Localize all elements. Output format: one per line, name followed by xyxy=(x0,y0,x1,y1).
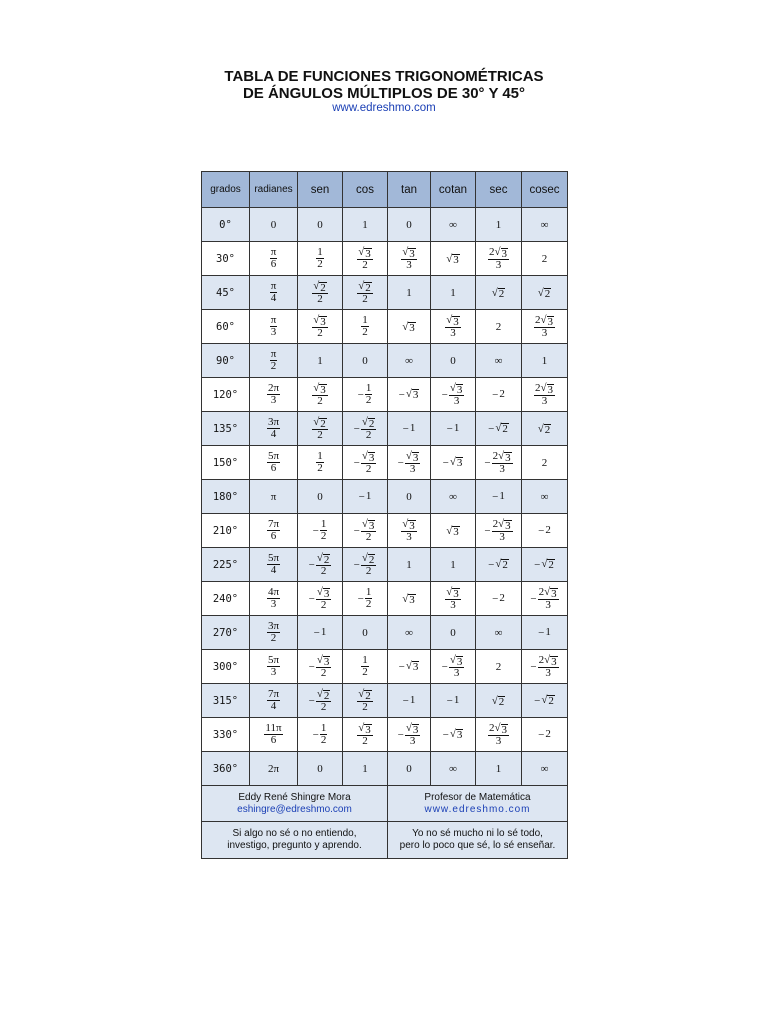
cell-sen: 1 xyxy=(298,344,343,378)
cell-cotan: − √ 3 xyxy=(431,718,476,752)
cell-sec: 2 xyxy=(476,650,522,684)
cell-tan: √ 3 3 xyxy=(388,242,431,276)
cell-grados: 210° xyxy=(202,514,250,548)
table-row xyxy=(202,514,568,548)
author-cell xyxy=(202,786,388,822)
cell-cosec: − 2 √ 3 3 xyxy=(522,582,568,616)
quote-left-line-2: investigo, pregunto y aprendo. xyxy=(227,840,362,851)
cell-grados: 360° xyxy=(202,752,250,786)
cell-sec: 1 xyxy=(476,752,522,786)
cell-grados: 300° xyxy=(202,650,250,684)
cell-sen: −1 xyxy=(298,616,343,650)
cell-sen: − √ 3 2 xyxy=(298,582,343,616)
cell-cotan: − √ 3 3 xyxy=(431,378,476,412)
table-row xyxy=(202,582,568,616)
header-cosec: cosec xyxy=(522,172,568,208)
cell-cotan: √ 3 3 xyxy=(431,310,476,344)
cell-sec: 2 √ 3 3 xyxy=(476,718,522,752)
cell-grados: 150° xyxy=(202,446,250,480)
cell-sec: √ 2 xyxy=(476,276,522,310)
cell-cos: 1 xyxy=(343,208,388,242)
cell-radianes: $\frac{5\pi}{3}$ xyxy=(250,650,298,684)
cell-cos: − √ 2 2 xyxy=(343,412,388,446)
table-row xyxy=(202,752,568,786)
cell-cosec: ∞ xyxy=(522,752,568,786)
cell-cos: √ 2 2 xyxy=(343,276,388,310)
table-row xyxy=(202,616,568,650)
cell-cos: 0 xyxy=(343,344,388,378)
cell-sen: √ 3 2 xyxy=(298,310,343,344)
table-row xyxy=(202,344,568,378)
cell-radianes: $\frac{\pi}{2}$ xyxy=(250,344,298,378)
cell-cotan: − √ 3 3 xyxy=(431,650,476,684)
cell-cos: − $\frac{1}{2}$ xyxy=(343,582,388,616)
cell-cos: √ 3 2 xyxy=(343,242,388,276)
header-tan: tan xyxy=(388,172,431,208)
header-sec: sec xyxy=(476,172,522,208)
table-header-row xyxy=(202,172,568,208)
cell-grados: 90° xyxy=(202,344,250,378)
cell-sen: √ 3 2 xyxy=(298,378,343,412)
cell-radianes: $\frac{7\pi}{4}$ xyxy=(250,684,298,718)
cell-tan: ∞ xyxy=(388,616,431,650)
cell-cosec: −1 xyxy=(522,616,568,650)
cell-sen: − $\frac{1}{2}$ xyxy=(298,718,343,752)
cell-cosec: 2 xyxy=(522,242,568,276)
cell-cotan: ∞ xyxy=(431,208,476,242)
role-website[interactable]: www.edreshmo.com xyxy=(424,803,531,815)
cell-sen: 0 xyxy=(298,208,343,242)
cell-radianes: $\frac{2\pi}{3}$ xyxy=(250,378,298,412)
cell-sen: − √ 2 2 xyxy=(298,684,343,718)
table-row xyxy=(202,242,568,276)
cell-tan: −1 xyxy=(388,684,431,718)
cell-radianes: $\frac{\pi}{6}$ xyxy=(250,242,298,276)
cell-sec: − √ 2 xyxy=(476,548,522,582)
quote-right-cell xyxy=(388,822,568,859)
cell-grados: 180° xyxy=(202,480,250,514)
trig-table xyxy=(201,171,568,859)
cell-cos: √ 2 2 xyxy=(343,684,388,718)
cell-cotan: 1 xyxy=(431,276,476,310)
cell-cosec: −2 xyxy=(522,718,568,752)
cell-cos: $\frac{1}{2}$ xyxy=(343,650,388,684)
header-radianes: radianes xyxy=(250,172,298,208)
cell-cosec: 2 xyxy=(522,446,568,480)
quote-right-line-2: pero lo poco que sé, lo sé enseñar. xyxy=(399,840,556,851)
table-row xyxy=(202,718,568,752)
cell-cosec: √ 2 xyxy=(522,412,568,446)
cell-radianes: $\frac{7\pi}{6}$ xyxy=(250,514,298,548)
author-email[interactable]: eshingre@edreshmo.com xyxy=(237,803,352,815)
cell-radianes: $\frac{\pi}{3}$ xyxy=(250,310,298,344)
cell-sen: 0 xyxy=(298,480,343,514)
cell-cotan: 1 xyxy=(431,548,476,582)
title-line-1: TABLA DE FUNCIONES TRIGONOMÉTRICAS xyxy=(224,68,544,85)
table-body xyxy=(202,208,568,786)
cell-cos: − √ 2 2 xyxy=(343,548,388,582)
cell-sen: − √ 3 2 xyxy=(298,650,343,684)
cell-sec: −1 xyxy=(476,480,522,514)
cell-tan: − √ 3 3 xyxy=(388,718,431,752)
cell-tan: − √ 3 xyxy=(388,378,431,412)
cell-tan: √ 3 xyxy=(388,310,431,344)
cell-cos: $\frac{1}{2}$ xyxy=(343,310,388,344)
author-name: Eddy René Shingre Mora xyxy=(238,791,351,803)
cell-sec: ∞ xyxy=(476,616,522,650)
cell-tan: 1 xyxy=(388,548,431,582)
cell-cotan: 0 xyxy=(431,616,476,650)
cell-cosec: 2 √ 3 3 xyxy=(522,310,568,344)
cell-grados: 270° xyxy=(202,616,250,650)
cell-grados: 60° xyxy=(202,310,250,344)
cell-tan: 0 xyxy=(388,208,431,242)
cell-sen: $\frac{1}{2}$ xyxy=(298,242,343,276)
cell-grados: 135° xyxy=(202,412,250,446)
cell-radianes: $\frac{3\pi}{4}$ xyxy=(250,412,298,446)
cell-cotan: √ 3 xyxy=(431,514,476,548)
cell-sec: √ 2 xyxy=(476,684,522,718)
cell-sen: $\frac{1}{2}$ xyxy=(298,446,343,480)
cell-cos: − √ 3 2 xyxy=(343,446,388,480)
cell-radianes: $\frac{3\pi}{2}$ xyxy=(250,616,298,650)
cell-cos: √ 3 2 xyxy=(343,718,388,752)
cell-cos: 0 xyxy=(343,616,388,650)
cell-cos: 1 xyxy=(343,752,388,786)
cell-cotan: −1 xyxy=(431,684,476,718)
cell-sec: 2 √ 3 3 xyxy=(476,242,522,276)
cell-cotan: −1 xyxy=(431,412,476,446)
cell-radianes: $\frac{4\pi}{3}$ xyxy=(250,582,298,616)
cell-cotan: ∞ xyxy=(431,752,476,786)
cell-tan: 1 xyxy=(388,276,431,310)
cell-cotan: √ 3 xyxy=(431,242,476,276)
cell-grados: 45° xyxy=(202,276,250,310)
header-cos: cos xyxy=(343,172,388,208)
cell-cosec: 2 √ 3 3 xyxy=(522,378,568,412)
cell-cosec: −2 xyxy=(522,514,568,548)
cell-tan: − √ 3 xyxy=(388,650,431,684)
footer-row-quotes xyxy=(202,822,568,859)
author-role: Profesor de Matemática xyxy=(424,791,531,803)
cell-tan: − √ 3 3 xyxy=(388,446,431,480)
cell-cos: −1 xyxy=(343,480,388,514)
cell-cosec: ∞ xyxy=(522,480,568,514)
cell-sec: 2 xyxy=(476,310,522,344)
header-grados: grados xyxy=(202,172,250,208)
cell-tan: 0 xyxy=(388,752,431,786)
cell-sec: −2 xyxy=(476,378,522,412)
cell-tan: 0 xyxy=(388,480,431,514)
cell-sen: √ 2 2 xyxy=(298,412,343,446)
quote-left-cell xyxy=(202,822,388,859)
cell-sec: − 2 √ 3 3 xyxy=(476,514,522,548)
header-cotan: cotan xyxy=(431,172,476,208)
quote-left-line-1: Si algo no sé o no entiendo, xyxy=(232,828,357,839)
table-row xyxy=(202,208,568,242)
cell-sen: − $\frac{1}{2}$ xyxy=(298,514,343,548)
cell-cotan: √ 3 3 xyxy=(431,582,476,616)
cell-tan: ∞ xyxy=(388,344,431,378)
cell-cotan: − √ 3 xyxy=(431,446,476,480)
cell-grados: 120° xyxy=(202,378,250,412)
cell-tan: −1 xyxy=(388,412,431,446)
cell-cotan: 0 xyxy=(431,344,476,378)
table-row xyxy=(202,310,568,344)
website-link[interactable]: www.edreshmo.com xyxy=(332,102,436,114)
cell-cotan: ∞ xyxy=(431,480,476,514)
cell-radianes: $\frac{5\pi}{4}$ xyxy=(250,548,298,582)
cell-sen: − √ 2 2 xyxy=(298,548,343,582)
cell-radianes: 0 xyxy=(250,208,298,242)
table-row xyxy=(202,378,568,412)
cell-grados: 315° xyxy=(202,684,250,718)
table-row xyxy=(202,446,568,480)
cell-grados: 30° xyxy=(202,242,250,276)
cell-grados: 240° xyxy=(202,582,250,616)
table-row xyxy=(202,412,568,446)
cell-cosec: − 2 √ 3 3 xyxy=(522,650,568,684)
quote-right-line-1: Yo no sé mucho ni lo sé todo, xyxy=(412,828,543,839)
cell-sec: −2 xyxy=(476,582,522,616)
cell-grados: 330° xyxy=(202,718,250,752)
cell-sec: − √ 2 xyxy=(476,412,522,446)
cell-grados: 225° xyxy=(202,548,250,582)
cell-sec: ∞ xyxy=(476,344,522,378)
cell-radianes: $\frac{5\pi}{6}$ xyxy=(250,446,298,480)
cell-radianes: 2π xyxy=(250,752,298,786)
table-row xyxy=(202,276,568,310)
header-sen: sen xyxy=(298,172,343,208)
table-row xyxy=(202,548,568,582)
cell-cos: − √ 3 2 xyxy=(343,514,388,548)
cell-grados: 0° xyxy=(202,208,250,242)
table-row xyxy=(202,480,568,514)
footer-row-author xyxy=(202,786,568,822)
table-row xyxy=(202,650,568,684)
cell-radianes: $\frac{11\pi}{6}$ xyxy=(250,718,298,752)
cell-radianes: $\frac{\pi}{4}$ xyxy=(250,276,298,310)
cell-sen: 0 xyxy=(298,752,343,786)
cell-cosec: − √ 2 xyxy=(522,548,568,582)
role-cell xyxy=(388,786,568,822)
cell-cos: − $\frac{1}{2}$ xyxy=(343,378,388,412)
cell-sec: − 2 √ 3 3 xyxy=(476,446,522,480)
cell-sec: 1 xyxy=(476,208,522,242)
table-row xyxy=(202,684,568,718)
cell-sen: √ 2 2 xyxy=(298,276,343,310)
cell-cosec: 1 xyxy=(522,344,568,378)
title-line-2: DE ÁNGULOS MÚLTIPLOS DE 30° Y 45° xyxy=(242,85,526,102)
cell-cosec: √ 2 xyxy=(522,276,568,310)
cell-tan: √ 3 xyxy=(388,582,431,616)
cell-tan: √ 3 3 xyxy=(388,514,431,548)
cell-radianes: π xyxy=(250,480,298,514)
cell-cosec: ∞ xyxy=(522,208,568,242)
cell-cosec: − √ 2 xyxy=(522,684,568,718)
